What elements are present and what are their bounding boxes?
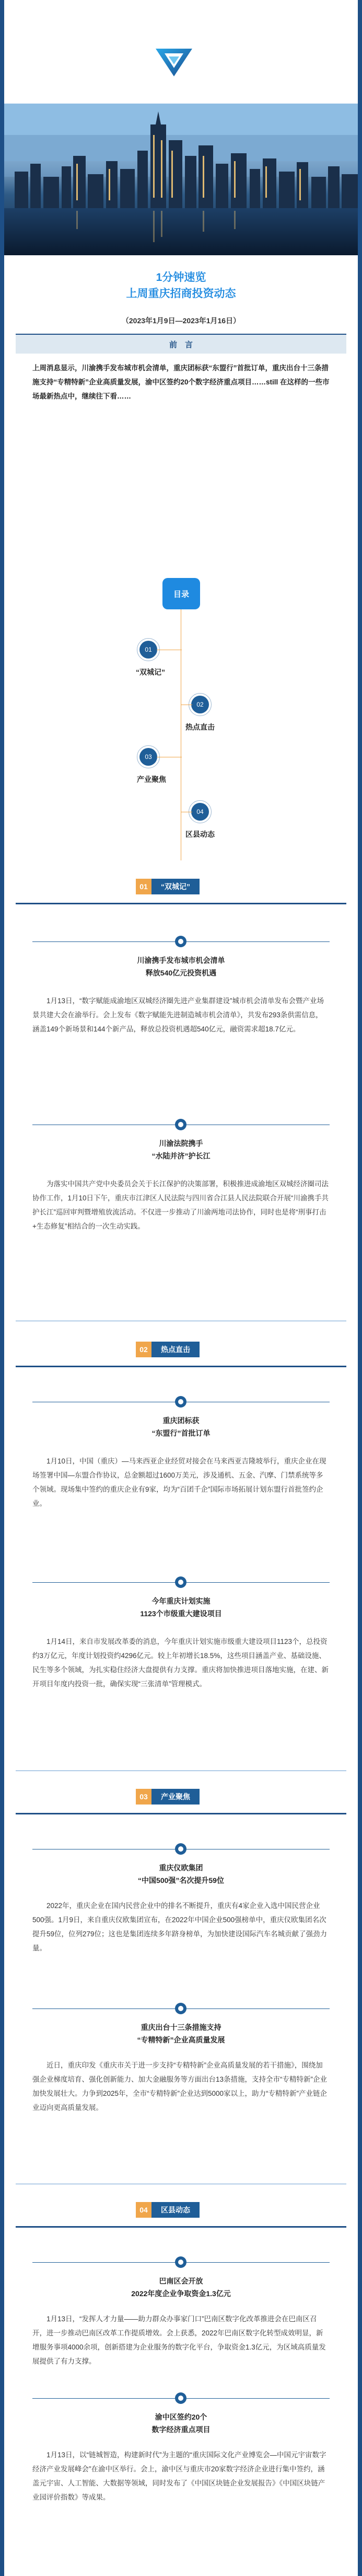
story-title: 重庆团标获 (162, 1416, 200, 1425)
section-number: 01 (136, 879, 151, 894)
section-title: “双城记” (151, 879, 200, 894)
toc-title-box (162, 578, 200, 609)
story-text: 1月10日，中国（重庆）—马来西亚企业经贸对接会在马来西亚吉隆坡举行，重庆企业在现场签署中国—东盟合作协议，总金额超过1600万美元，涉及通机、五金、汽摩、门禁系统等多个领域。现场集中签约的重庆企业有9家，均为“百团千企”国际市场拓展计划东盟行首批签约企业。 (32, 1457, 326, 1507)
toc-title: 目录 (173, 590, 189, 599)
circle-bullet-icon (175, 1119, 186, 1130)
toc-dot-01[interactable]: 01 (139, 641, 157, 659)
section-number: 04 (136, 2202, 151, 2218)
story-subtitle: “水陆并济”护长江 (151, 1152, 211, 1160)
date-range: （2023年1月9日—2023年1月16日） (121, 316, 241, 325)
toc-item-label[interactable]: 热点直击 (185, 723, 215, 731)
page-title-line2: 上周重庆招商投资动态 (126, 288, 236, 300)
story-title: 重庆出台十三条措施支持 (141, 2023, 221, 2032)
circle-bullet-icon (175, 1396, 186, 1408)
preface-text: 上周消息显示，川渝携手发布城市机会清单，重庆团标获“东盟行”首批订单，重庆出台十三条措施支持“专精特新”企业高质量发展，渝中区签约20个数字经济重点项目……still 在这样的一些市场最新热点中，继续往下看…… (32, 364, 330, 400)
section-header-01 (136, 879, 225, 894)
toc-dot-03[interactable]: 03 (139, 748, 157, 766)
circle-bullet-icon (175, 1576, 186, 1588)
section-divider (16, 1366, 346, 1367)
toc-item-label[interactable]: 区县动态 (185, 830, 215, 838)
story-title: 重庆仪欧集团 (159, 1864, 203, 1872)
story-text: 1月13日，“发挥人才力量——助力群众办事家门口”巴南区数字化改革推进会在巴南区召开，进一步推动巴南区改革工作提质增效。会上获悉，2022年巴南区数字化转型成效明显，新增服务事项4000余项，创新搭建为企业服务的数字化平台，争取资金1.3亿元，为区域高质量发展提供了有力支撑。 (32, 2315, 326, 2365)
section-number: 03 (136, 1789, 151, 1805)
section-number: 02 (136, 1342, 151, 1357)
preface-label: 前 言 (169, 341, 193, 349)
story-text: 2022年，重庆企业在国内民营企业中的排名不断提升，重庆有4家企业入选中国民营企业500强。1月9日，来自重庆仪欧集团宣布，在2022年中国企业500强榜单中，重庆仪欧集团名次提升59位，位列279位；这也是集团连续多年跻身榜单，为加快建设国际汽车名城贡献了强劲力量。 (32, 1902, 328, 1952)
story-text: 为落实中国共产党中央委员会关于长江保护的决策部署，积极推进成渝地区双城经济圈司法协作工作，1月10日下午，重庆市江津区人民法院与四川省合江县人民法院联合开展“川渝携手共护长江”巡回审判暨增殖放流活动。不仅进一步推动了川渝两地司法协作，同时也是将“刑事打击+生态修复”相结合的一次生动实践。 (32, 1180, 329, 1230)
skyline-illustration (4, 104, 358, 255)
section-header-02 (136, 1342, 225, 1357)
toc-dot-04[interactable]: 04 (191, 803, 209, 821)
story-text: 近日，重庆印发《重庆市关于进一步支持“专精特新”企业高质量发展的若干措施》，围绕加强企业梯度培育、强化创新能力、加大金融服务等方面出台13条措施，支持全市“专精特新”企业加快发展壮大。力争到2025年，全市“专精特新”企业达到5000家以上，助力“专精特新”产业链企业迈向更高质量发展。 (32, 2061, 328, 2112)
toc-item-label[interactable]: “双城记” (136, 668, 165, 676)
section-header-03 (136, 1789, 225, 1805)
section-divider (16, 1813, 346, 1814)
story-subtitle: “专精特新”企业高质量发展 (137, 2036, 225, 2044)
circle-bullet-icon (175, 2256, 186, 2268)
toc-item-label[interactable]: 产业聚焦 (137, 775, 166, 784)
toc-dot-02[interactable]: 02 (191, 696, 209, 713)
triangle-logo-icon (153, 46, 195, 77)
story-text: 1月14日，来自市发展改革委的消息，今年重庆计划实施市级重大建设项目1123个，总投资约3万亿元，年度计划投资约4296亿元。较上年初增长18.5%，这些项目涵盖产业、基础设施、民生等多个领域，为扎实稳住经济大盘提供有力支撑。重庆将加快推进项目落地实施，在建、新开项目年度内投资一批，确保实现“三张清单”管理模式。 (32, 1638, 329, 1688)
preface-header (16, 334, 346, 354)
story-subtitle: “中国500强”名次提升59位 (138, 1876, 224, 1885)
story-subtitle: 释放540亿元投资机遇 (145, 969, 217, 977)
circle-bullet-icon (175, 2392, 186, 2404)
city-skyline-photo (4, 104, 358, 255)
section-title: 区县动态 (151, 2202, 200, 2218)
story-title: 川渝携手发布城市机会清单 (137, 956, 225, 964)
story-subtitle: 1123个市级重大建设项目 (140, 1609, 222, 1618)
story-subtitle: 2022年度企业争取资金1.3亿元 (131, 2289, 231, 2298)
circle-bullet-icon (175, 1843, 186, 1855)
circle-bullet-icon (175, 2003, 186, 2014)
story-text: 1月13日，“数字赋能成渝地区双城经济圈先进产业集群建设”城市机会清单发布会暨产业场景共建大会在渝举行。会上发布《数字赋能先进制造城市机会清单》，共发布293条供需信息，涵盖149个新场景和144个新产品，释放总投资机遇超540亿元，融资需求超18.7亿元。 (32, 997, 324, 1033)
story-title: 巴南区会开放 (159, 2277, 203, 2285)
page-title-line1: 1分钟速览 (156, 271, 206, 283)
story-title: 今年重庆计划实施 (151, 1597, 211, 1605)
story-title: 渝中区签约20个 (155, 2413, 207, 2421)
story-text: 1月13日，以“链城智造，构建新时代”为主题的“重庆国际文化产业博览会—中国元宇宙数字经济产业发展峰会”在渝中区举行。会上，渝中区与重庆市20家数字经济企业进行集中签约，涵盖元宇宙、人工智能、大数据等领域，同时发布了《中国区块链企业发展报告》《中国区块链产业园评价指数》等成果。 (32, 2451, 326, 2501)
section-divider (16, 2226, 346, 2228)
section-header-04 (136, 2202, 225, 2218)
section-title: 产业聚焦 (151, 1789, 200, 1805)
story-title: 川渝法院携手 (159, 1139, 203, 1148)
story-subtitle: 数字经济重点项目 (151, 2425, 211, 2434)
section-divider (16, 903, 346, 904)
circle-bullet-icon (175, 936, 186, 947)
section-title: 热点直击 (151, 1342, 200, 1357)
story-subtitle: “东盟行”首批订单 (151, 1429, 211, 1437)
